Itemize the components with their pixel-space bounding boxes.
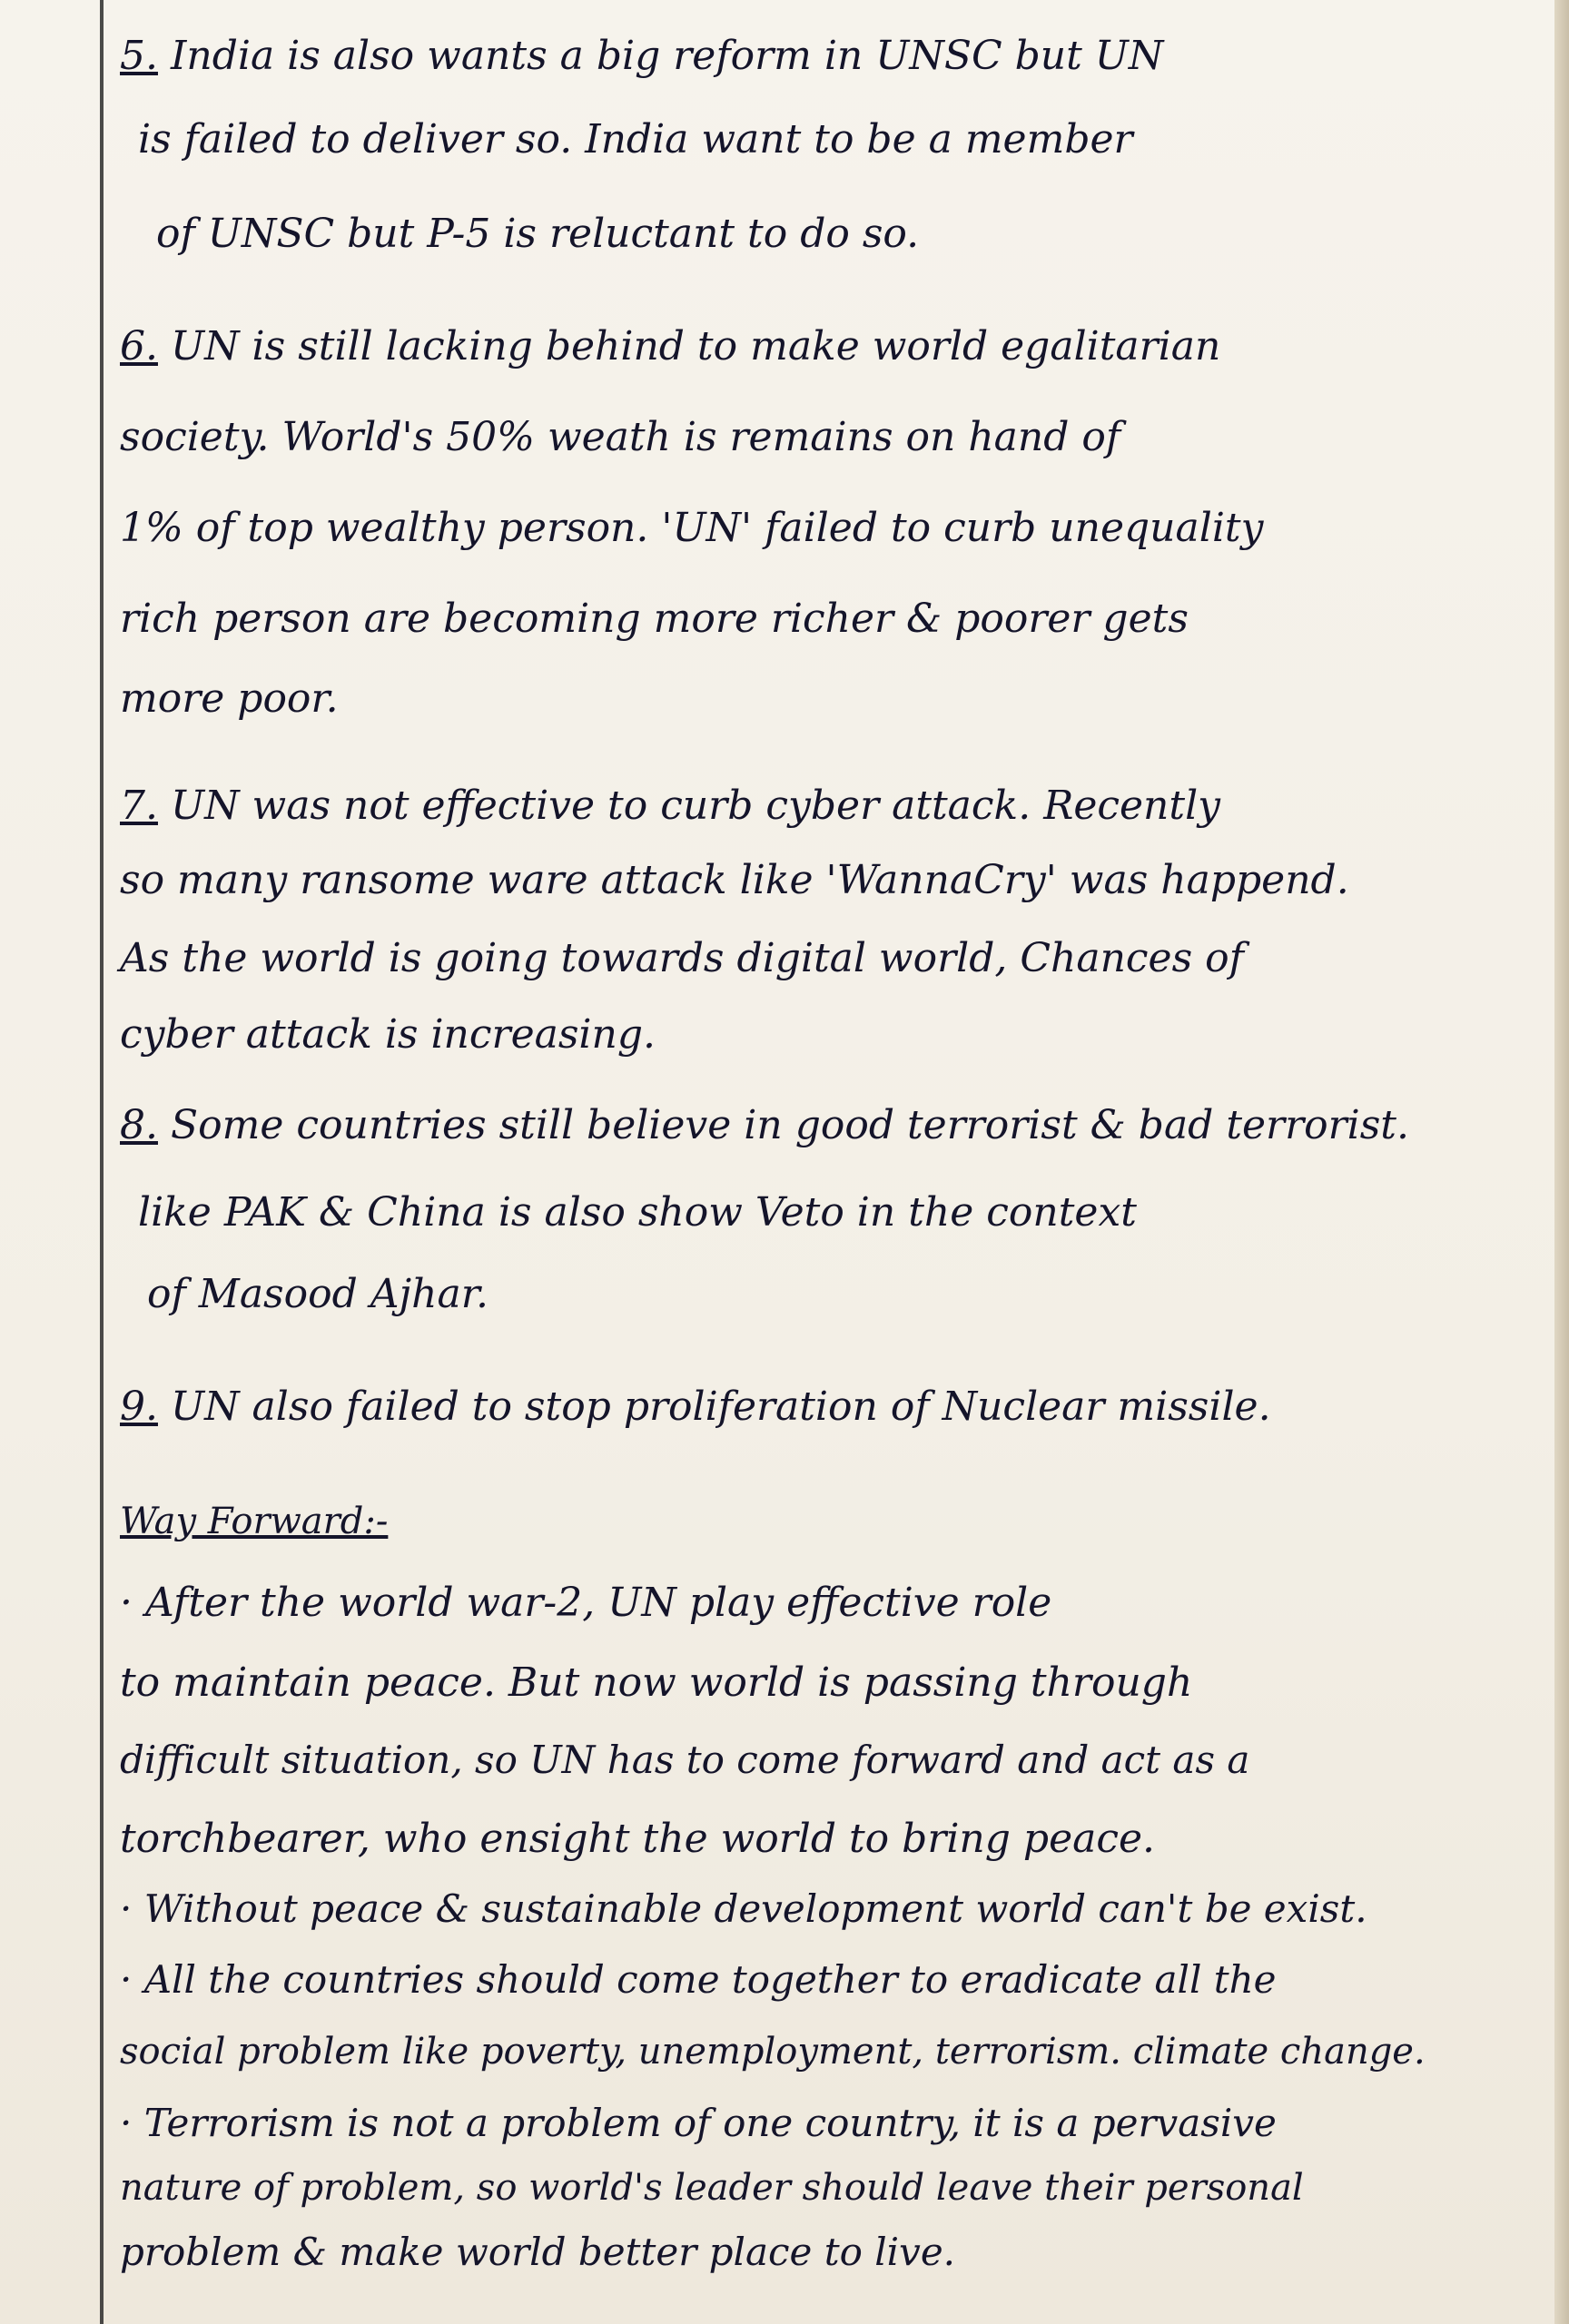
point-8-line-3: of Masood Ajhar.: [147, 1271, 488, 1317]
point-6-line-5: more poor.: [120, 675, 339, 722]
point-8-number: 8.: [120, 1102, 158, 1148]
point-7-line-1: UN was not effective to curb cyber attack. Recently: [170, 783, 1220, 829]
margin-rule: [100, 0, 104, 2324]
bullet-1-line-1: After the world war-2, UN play effective role: [145, 1580, 1052, 1626]
point-6-line-3: 1% of top wealthy person. 'UN' failed to curb unequality: [120, 505, 1264, 551]
point-7-line-2: so many ransome ware attack like 'WannaCry' was happend.: [120, 857, 1349, 903]
bullet-1-line-4: torchbearer, who ensight the world to bring peace.: [120, 1816, 1156, 1862]
point-8-line-1: Some countries still believe in good terrorist & bad terrorist.: [170, 1102, 1409, 1148]
point-5-line-2: is failed to deliver so. India want to be a member: [138, 116, 1133, 162]
page-edge: [1554, 0, 1569, 2324]
bullet-4-line-3: problem & make world better place to live.: [120, 2230, 956, 2274]
point-6-number: 6.: [120, 323, 158, 369]
bullet-4-line-1: Terrorism is not a problem of one country, it is a pervasive: [143, 2101, 1277, 2145]
point-5-line-3: of UNSC but P-5 is reluctant to do so.: [156, 211, 920, 257]
bullet-1-marker: ·: [120, 1580, 133, 1626]
bullet-2-line-1: Without peace & sustainable development world can't be exist.: [143, 1886, 1367, 1931]
bullet-4-line-2: nature of problem, so world's leader should leave their personal: [120, 2167, 1304, 2209]
bullet-2-marker: ·: [120, 1886, 133, 1931]
bullet-3-line-2: social problem like poverty, unemployment, terrorism. climate change.: [120, 2031, 1426, 2073]
bullet-3-marker: ·: [120, 1957, 133, 2002]
bullet-4-marker: ·: [120, 2101, 133, 2145]
bullet-3-line-1: All the countries should come together to eradicate all the: [143, 1957, 1277, 2002]
bullet-1-line-2: to maintain peace. But now world is passing through: [120, 1659, 1193, 1706]
point-8-line-2: like PAK & China is also show Veto in the context: [138, 1189, 1137, 1236]
point-6-line-4: rich person are becoming more richer & poorer gets: [120, 596, 1189, 642]
point-7-number: 7.: [120, 783, 158, 829]
way-forward-heading: Way Forward:-: [120, 1501, 389, 1542]
point-6-line-2: society. World's 50% weath is remains on hand of: [120, 414, 1121, 460]
point-7-line-3: As the world is going towards digital world, Chances of: [120, 935, 1244, 981]
bullet-1-line-3: difficult situation, so UN has to come forward and act as a: [120, 1738, 1250, 1782]
point-9-number: 9.: [120, 1384, 158, 1430]
point-6-line-1: UN is still lacking behind to make world egalitarian: [170, 323, 1221, 369]
point-5-line-1: India is also wants a big reform in UNSC but UN: [170, 33, 1164, 79]
point-7-line-4: cyber attack is increasing.: [120, 1011, 656, 1058]
point-9-line-1: UN also failed to stop proliferation of Nuclear missile.: [170, 1384, 1271, 1430]
point-5-number: 5.: [120, 33, 158, 79]
